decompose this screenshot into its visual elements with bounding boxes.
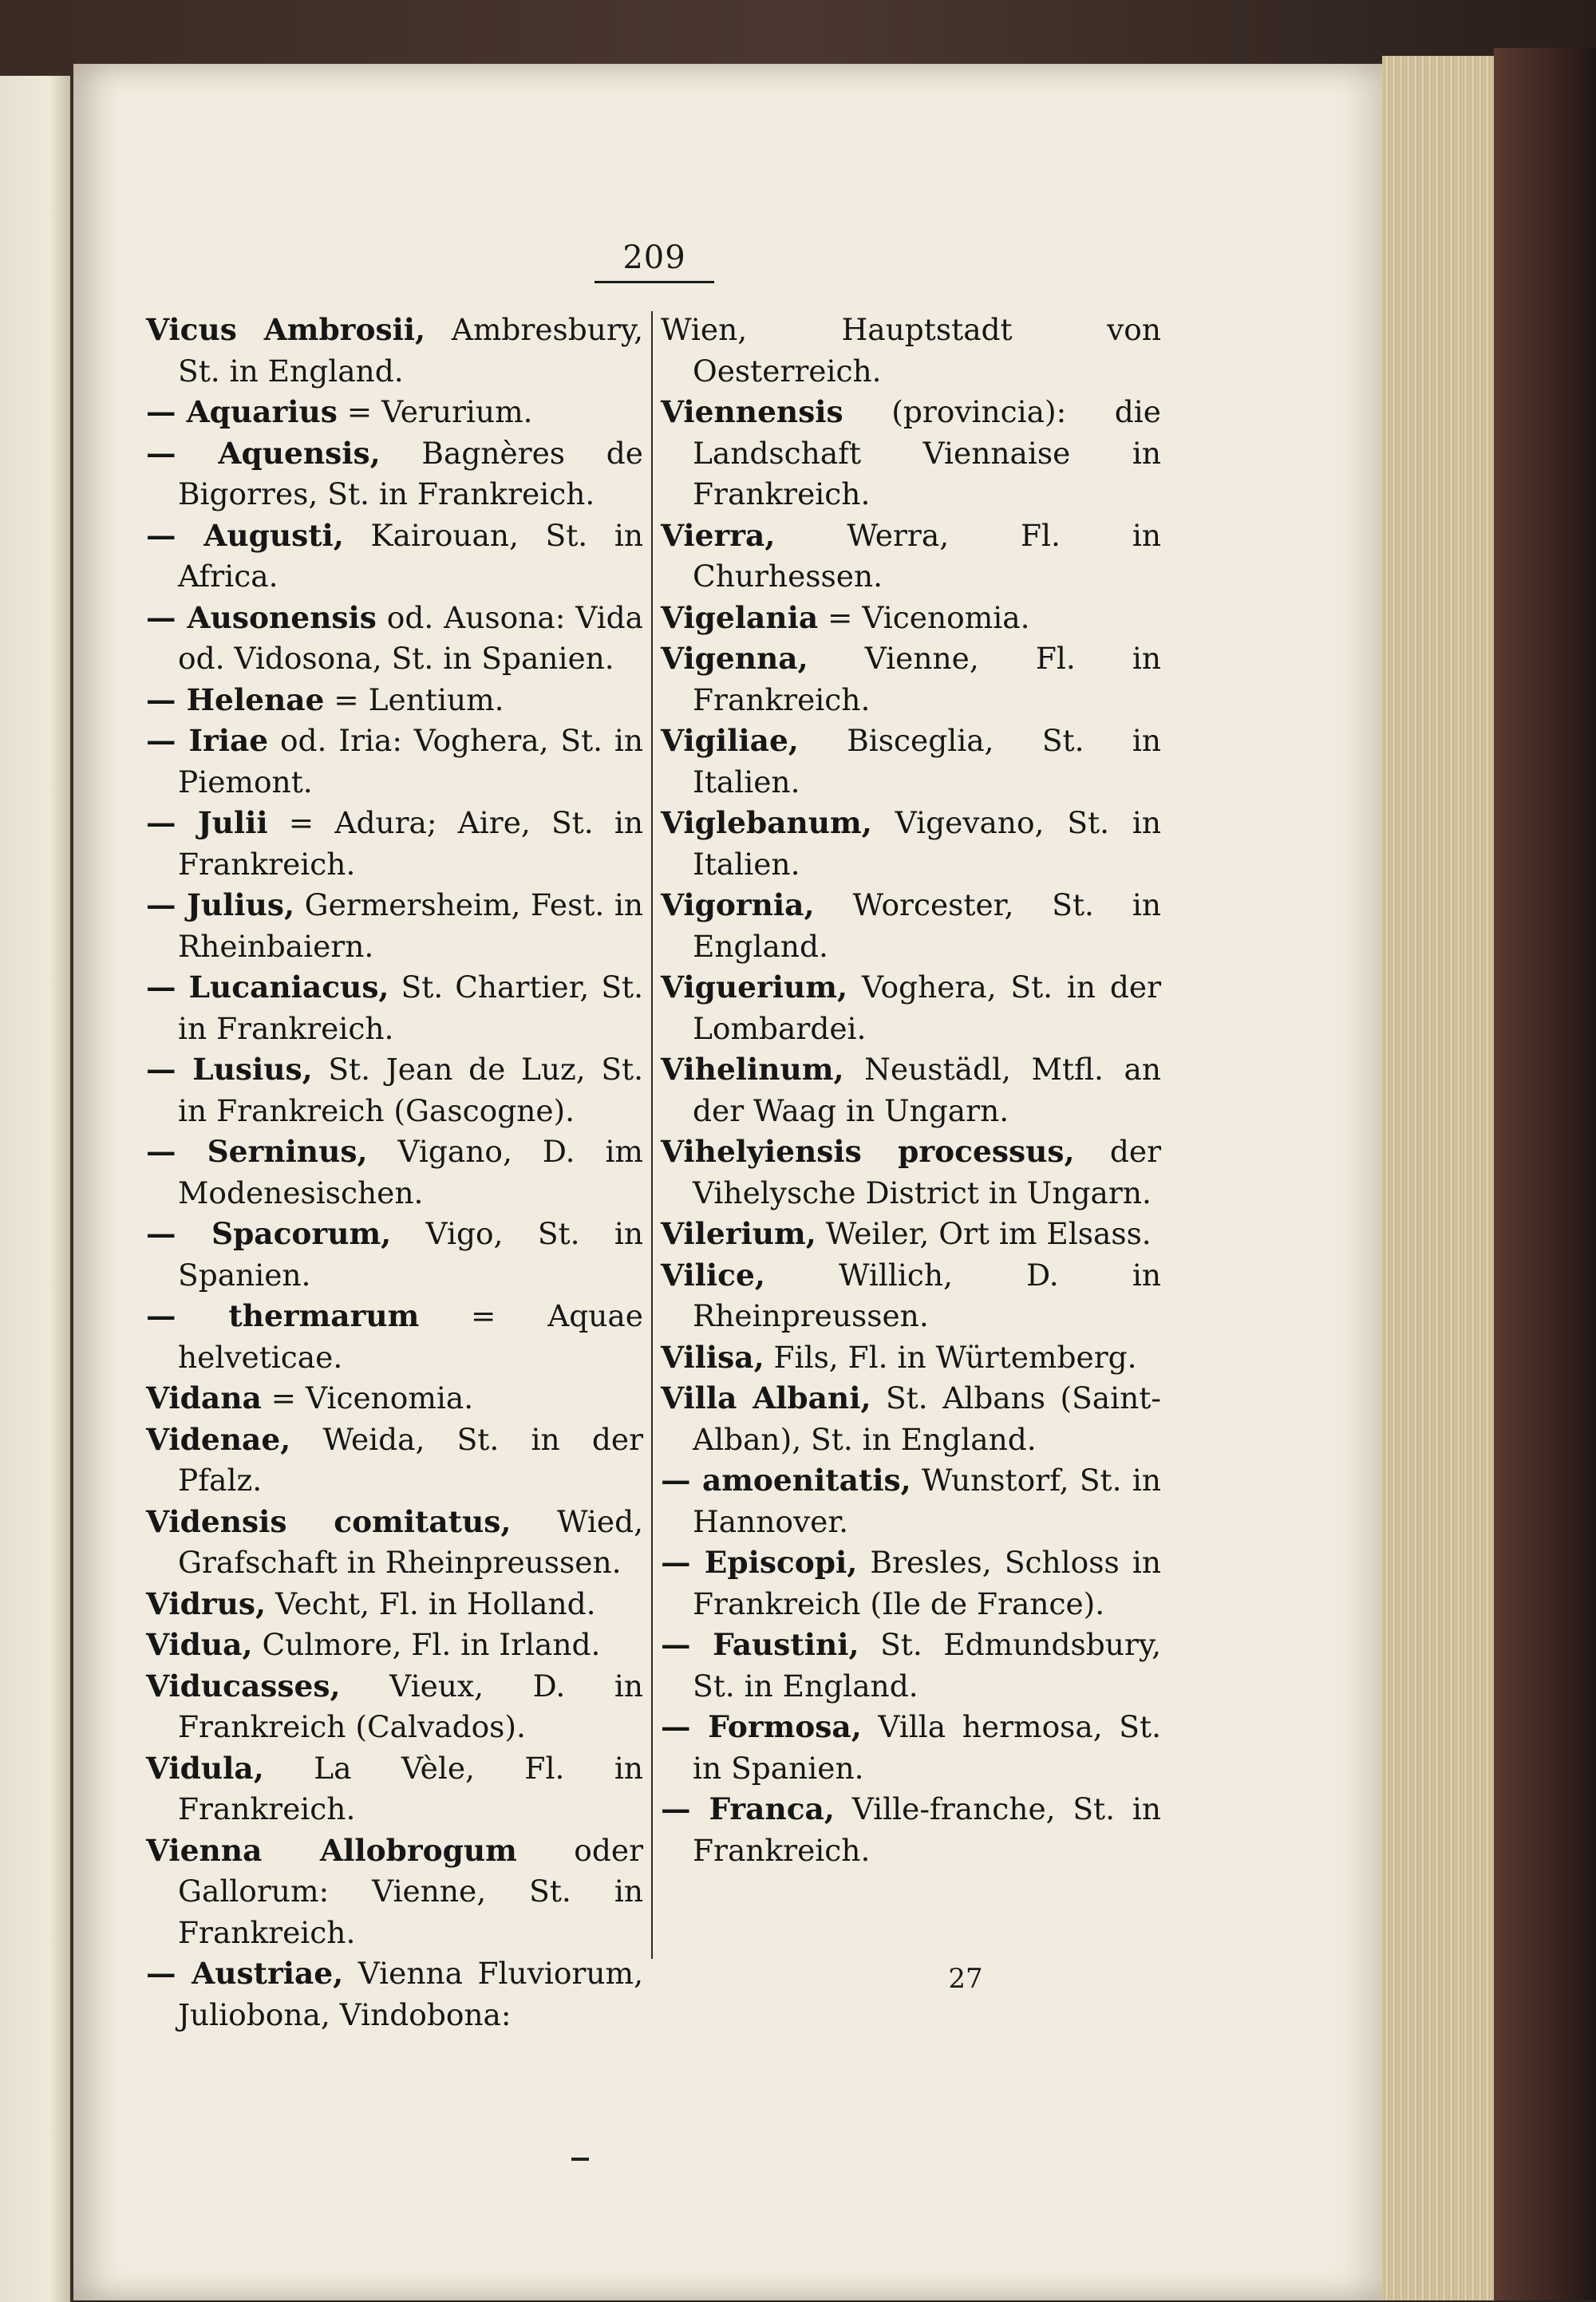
entry-text: Bisceglia, St. in Italien. <box>693 723 1161 800</box>
entry-headword: Iriae <box>188 723 269 758</box>
entry-headword: Vienna Allobrogum <box>146 1832 517 1868</box>
dictionary-entry <box>146 1666 643 1748</box>
entry-headword: Vidua, <box>146 1627 253 1662</box>
entry-text: = Lentium. <box>324 681 504 717</box>
dictionary-entry <box>146 1830 643 1954</box>
dictionary-entry <box>146 515 643 598</box>
dictionary-entry <box>146 1625 643 1666</box>
dictionary-entry <box>661 1460 1161 1542</box>
entry-headword: Viglebanum, <box>661 805 872 840</box>
dictionary-entry <box>146 598 643 680</box>
entry-text: Bagnères de Bigorres, St. in Frankreich. <box>178 435 643 511</box>
entry-text: = Verurium. <box>337 394 533 429</box>
dictionary-entry <box>661 1214 1161 1255</box>
entry-headword: Vilisa, <box>661 1339 764 1375</box>
entry-headword: Videnae, <box>146 1421 291 1457</box>
entry-headword: Vierra, <box>661 517 776 553</box>
page-number-rule <box>595 281 714 283</box>
entry-headword: Spacorum, <box>211 1216 392 1251</box>
entry-dash: — <box>146 1216 211 1251</box>
entry-text: od. Ausona: Vida od. Vidosona, St. in Spanien. <box>178 599 643 676</box>
dictionary-entry <box>146 803 643 885</box>
entry-text: Weida, St. in der Pfalz. <box>178 1421 643 1498</box>
entry-headword: Viguerium, <box>661 969 848 1005</box>
dictionary-entry <box>661 310 1161 392</box>
entry-text: Voghera, St. in der Lombardei. <box>693 969 1161 1046</box>
dictionary-entry <box>146 1296 643 1378</box>
dictionary-entry <box>146 1049 643 1131</box>
entry-headword: Vigenna, <box>661 641 808 676</box>
entry-dash: — <box>146 681 187 717</box>
page-number: 209 <box>622 239 686 276</box>
entry-headword: Formosa, <box>708 1709 862 1744</box>
entry-dash: — <box>146 1052 193 1087</box>
entry-headword: Franca, <box>709 1791 835 1826</box>
entry-headword: Vidana <box>146 1380 262 1416</box>
entry-headword: amoenitatis, <box>701 1463 911 1498</box>
dictionary-entry <box>146 1748 643 1830</box>
entry-dash: — <box>146 887 188 922</box>
entry-text: Wien, Hauptstadt von Oesterreich. <box>661 312 1161 389</box>
left-column <box>146 310 643 2035</box>
dictionary-entry <box>146 1502 643 1584</box>
dictionary-entry <box>146 1131 643 1214</box>
entry-text: Ville-franche, St. in Frankreich. <box>693 1791 1161 1868</box>
entry-headword: Austriae, <box>192 1956 344 1991</box>
printer-signature: 27 <box>948 1963 983 1995</box>
entry-text: Germersheim, Fest. in Rheinbaiern. <box>178 887 643 964</box>
entry-text: od. Iria: Voghera, St. in Piemont. <box>178 723 644 800</box>
entry-text: Werra, Fl. in Churhessen. <box>693 517 1161 594</box>
entry-text: Neustädl, Mtfl. an der Waag in Ungarn. <box>693 1052 1161 1128</box>
entry-headword: Vidensis comitatus, <box>146 1503 512 1539</box>
dictionary-entry <box>661 803 1161 885</box>
entry-headword: Julii <box>197 805 268 840</box>
entry-dash: — <box>661 1709 709 1744</box>
dictionary-entry <box>661 1707 1161 1789</box>
entry-text: Ambresbury, St. in England. <box>178 312 644 389</box>
entry-headword: Vidula, <box>146 1750 264 1786</box>
dictionary-entry <box>146 1378 643 1420</box>
entry-dash: — <box>661 1545 705 1580</box>
dictionary-entry <box>146 1584 643 1625</box>
entry-headword: Vihelyiensis processus, <box>661 1134 1075 1169</box>
dictionary-entry <box>146 680 643 721</box>
entry-text: Villa hermosa, St. in Spanien. <box>693 1709 1161 1786</box>
entry-headword: Vigornia, <box>661 887 815 922</box>
entry-dash: — <box>146 1134 207 1169</box>
entry-text: Wunstorf, St. in Hannover. <box>693 1463 1161 1539</box>
entry-headword: Faustini, <box>713 1627 859 1662</box>
entry-dash: — <box>146 435 219 471</box>
entry-headword: Vilice, <box>661 1257 765 1293</box>
entry-text: St. Chartier, St. in Frankreich. <box>178 969 643 1046</box>
entry-headword: Vigiliae, <box>661 723 799 758</box>
entry-headword: Ausonensis <box>187 599 377 635</box>
entry-text: St. Edmundsbury, St. in England. <box>693 1627 1161 1704</box>
entry-text: Vigevano, St. in Italien. <box>693 805 1161 882</box>
book-cover-edge <box>1494 48 1596 2300</box>
entry-text: Worcester, St. in England. <box>693 887 1161 964</box>
dictionary-entry <box>661 967 1161 1049</box>
entry-headword: Viducasses, <box>146 1668 341 1704</box>
entry-headword: Lusius, <box>192 1052 313 1087</box>
entry-headword: Serninus, <box>207 1134 368 1169</box>
entry-text: der Vihelysche District in Ungarn. <box>693 1134 1161 1210</box>
dictionary-entry <box>661 885 1161 967</box>
entry-text: = Vicenomia. <box>818 599 1030 635</box>
dictionary-entry <box>661 598 1161 639</box>
dictionary-entry <box>661 392 1161 515</box>
bottom-mark <box>571 2158 589 2161</box>
dictionary-entry <box>146 1953 643 2035</box>
entry-dash: — <box>661 1627 713 1662</box>
entry-headword: Julius, <box>187 887 295 922</box>
entry-headword: Helenae <box>186 681 325 717</box>
dictionary-entry <box>146 885 643 967</box>
entry-dash: — <box>146 805 198 840</box>
dictionary-entry <box>661 1789 1161 1871</box>
entry-dash: — <box>146 394 187 429</box>
column-divider <box>651 311 653 1959</box>
entry-text: St. Jean de Luz, St. in Frankreich (Gascogne). <box>178 1052 644 1128</box>
right-column <box>661 310 1161 1871</box>
entry-dash: — <box>146 517 204 553</box>
entry-headword: Augusti, <box>203 517 344 553</box>
left-page-edge <box>0 76 73 2302</box>
entry-dash: — <box>146 599 188 635</box>
dictionary-entry <box>661 1049 1161 1131</box>
entry-headword: thermarum <box>228 1298 420 1333</box>
dictionary-entry <box>146 392 643 433</box>
dictionary-entry <box>146 1214 643 1296</box>
entry-headword: Villa Albani, <box>661 1380 871 1416</box>
dictionary-entry <box>146 1420 643 1502</box>
dictionary-entry <box>661 1255 1161 1337</box>
entry-headword: Vihelinum, <box>661 1052 844 1087</box>
entry-text: Culmore, Fl. in Irland. <box>252 1627 601 1662</box>
entry-dash: — <box>146 1298 229 1333</box>
entry-headword: Vigelania <box>661 599 819 635</box>
entry-headword: Episcopi, <box>704 1545 858 1580</box>
entry-text: Fils, Fl. in Würtemberg. <box>764 1339 1137 1375</box>
entry-dash: — <box>146 723 189 758</box>
dictionary-entry <box>661 515 1161 598</box>
entry-text: Vecht, Fl. in Holland. <box>266 1585 596 1621</box>
dictionary-entry <box>661 1542 1161 1625</box>
entry-headword: Vicus Ambrosii, <box>146 312 426 347</box>
page-block-edge <box>1382 56 1494 2300</box>
entry-headword: Lucaniacus, <box>188 969 389 1005</box>
entry-text: (provincia): die Landschaft Viennaise in Frankreich. <box>693 394 1161 511</box>
entry-text: = Adura; Aire, St. in Frankreich. <box>178 805 643 882</box>
entry-headword: Aquarius <box>186 394 338 429</box>
entry-headword: Aquensis, <box>218 435 381 471</box>
entry-text: Vigano, D. im Modenesischen. <box>178 1134 643 1210</box>
entry-text: Willich, D. in Rheinpreussen. <box>693 1257 1161 1333</box>
dictionary-entry <box>146 967 643 1049</box>
entry-dash: — <box>146 1956 192 1991</box>
entry-text: = Aquae helveticae. <box>178 1298 643 1375</box>
dictionary-entry <box>661 721 1161 803</box>
entry-text: Vienna Fluviorum, Juliobona, Vindobona: <box>178 1956 643 2032</box>
entry-headword: Viennensis <box>661 394 843 429</box>
entry-dash: — <box>146 969 189 1005</box>
entry-headword: Vidrus, <box>146 1585 267 1621</box>
dictionary-entry <box>661 1378 1161 1460</box>
entry-dash: — <box>661 1791 709 1826</box>
dictionary-entry <box>661 1625 1161 1707</box>
entry-text: Bresles, Schloss in Frankreich (Ile de France). <box>693 1545 1161 1621</box>
entry-headword: Vilerium, <box>661 1216 816 1251</box>
entry-dash: — <box>661 1463 702 1498</box>
dictionary-entry <box>661 1337 1161 1379</box>
entry-text: La Vèle, Fl. in Frankreich. <box>178 1750 643 1826</box>
entry-text: Vieux, D. in Frankreich (Calvados). <box>178 1668 643 1744</box>
dictionary-entry <box>146 433 643 515</box>
entry-text: Vigo, St. in Spanien. <box>178 1216 643 1293</box>
dictionary-entry <box>146 310 643 392</box>
entry-text: Weiler, Ort im Elsass. <box>816 1216 1152 1251</box>
entry-text: = Vicenomia. <box>261 1380 474 1416</box>
dictionary-entry <box>146 721 643 803</box>
entry-text: St. Albans (Saint-Alban), St. in England. <box>693 1380 1162 1457</box>
entry-text: Wied, Grafschaft in Rheinpreussen. <box>178 1503 643 1580</box>
entry-text: Kairouan, St. in Africa. <box>178 517 643 594</box>
dictionary-entry <box>661 1131 1161 1214</box>
dictionary-entry <box>661 638 1161 721</box>
entry-text: oder Gallorum: Vienne, St. in Frankreich. <box>178 1832 643 1950</box>
entry-text: Vienne, Fl. in Frankreich. <box>693 641 1161 717</box>
